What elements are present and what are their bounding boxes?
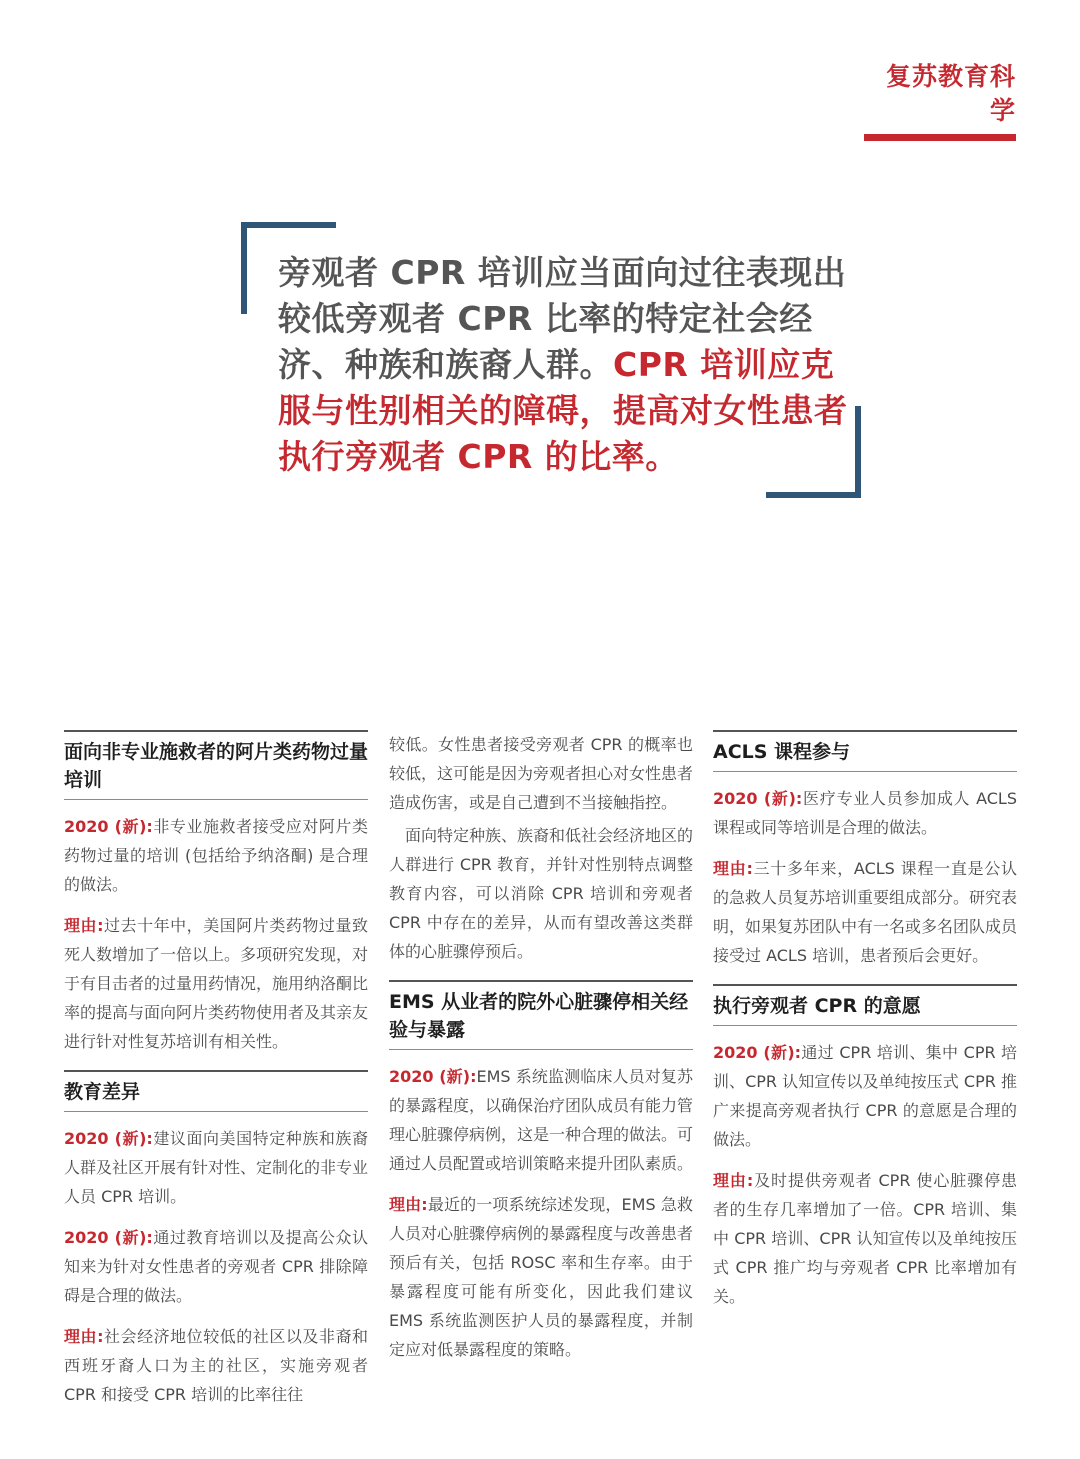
recommendation-text: 建议面向美国特定种族和族裔人群及社区开展有针对性、定制化的非专业人员 CPR 培训。 [64, 1129, 369, 1206]
section-title: ACLS 课程参与 [713, 730, 1017, 772]
recommendation-text: 非专业施救者接受应对阿片类药物过量的培训 (包括给予纳洛酮) 是合理的做法。 [64, 817, 368, 894]
recommendation-label: 2020 (新): [713, 789, 803, 808]
rationale-label: 理由: [64, 916, 104, 935]
recommendation [389, 1062, 693, 1178]
recommendation [64, 812, 368, 899]
rationale [713, 854, 1017, 970]
recommendation-label: 2020 (新): [713, 1043, 802, 1062]
section-education-disparity-continued [389, 730, 693, 966]
section-acls-participation [713, 730, 1017, 970]
section-title: 执行旁观者 CPR 的意愿 [713, 984, 1017, 1026]
rationale-text: 三十多年来，ACLS 课程一直是公认的急救人员复苏培训重要组成部分。研究表明，如果复苏团队中有一名或多名团队成员接受过 ACLS 培训，患者预后会更好。 [713, 859, 1018, 965]
recommendation [64, 1223, 368, 1310]
column-middle [389, 730, 693, 1378]
section-education-disparity [64, 1070, 368, 1409]
section-title: 教育差异 [64, 1070, 368, 1112]
rationale-text: 最近的一项系统综述发现，EMS 急救人员对心脏骤停病例的暴露程度与改善患者预后有关，包括 ROSC 率和生存率。由于暴露程度可能有所变化，因此我们建议 EMS 系统监测医护人员的暴露程度，并制定应对低暴露程度的策略。 [389, 1195, 694, 1359]
rationale [713, 1166, 1017, 1311]
section-title: EMS 从业者的院外心脏骤停相关经验与暴露 [389, 980, 693, 1050]
rationale-continued: 较低。女性患者接受旁观者 CPR 的概率也较低，这可能是因为旁观者担心对女性患者造成伤害，或是自己遭到不当接触指控。 [389, 735, 694, 812]
section-bystander-willingness [713, 984, 1017, 1311]
rationale-text: 社会经济地位较低的社区以及非裔和西班牙裔人口为主的社区，实施旁观者 CPR 和接受 CPR 培训的比率往往 [64, 1327, 368, 1404]
rationale [64, 1322, 368, 1409]
rationale-text: 过去十年中，美国阿片类药物过量致死人数增加了一倍以上。多项研究发现，对于有目击者的过量用药情况，施用纳洛酮比率的提高与面向阿片类药物使用者及其亲友进行针对性复苏培训有相关性。 [64, 916, 369, 1051]
recommendation [713, 784, 1017, 842]
section-ems-exposure [389, 980, 693, 1364]
recommendation-label: 2020 (新): [64, 817, 153, 836]
section-title: 面向非专业施救者的阿片类药物过量培训 [64, 730, 368, 800]
pull-quote-text: 旁观者 CPR 培训应当面向过往表现出较低旁观者 CPR 比率的特定社会经济、种族和族裔人群。 [278, 253, 847, 384]
rationale-label: 理由: [713, 859, 753, 878]
rationale [389, 1190, 693, 1364]
rationale-label: 理由: [389, 1195, 428, 1214]
recommendation [713, 1038, 1017, 1154]
pull-quote [278, 250, 848, 480]
recommendation-text: 通过教育培训以及提高公众认知来为针对女性患者的旁观者 CPR 排除障碍是合理的做法。 [64, 1228, 368, 1305]
rationale-paragraph: 面向特定种族、族裔和低社会经济地区的人群进行 CPR 教育，并针对性别特点调整教育内容，可以消除 CPR 培训和旁观者 CPR 中存在的差异，从而有望改善这类群体的心脏骤停预后。 [389, 826, 694, 961]
recommendation-text: 通过 CPR 培训、集中 CPR 培训、CPR 认知宣传以及单纯按压式 CPR 推广来提高旁观者执行 CPR 的意愿是合理的做法。 [713, 1043, 1017, 1149]
recommendation-text: EMS 系统监测临床人员对复苏的暴露程度，以确保治疗团队成员有能力管理心脏骤停病例，这是一种合理的做法。可通过人员配置或培训策略来提升团队素质。 [389, 1067, 694, 1173]
section-tag-underline [864, 134, 1016, 141]
recommendation-label: 2020 (新): [389, 1067, 477, 1086]
rationale [64, 911, 368, 1056]
pull-quote-highlight: CPR 培训应克服与性别相关的障碍，提高对女性患者执行旁观者 CPR 的比率。 [278, 345, 848, 476]
column-left [64, 730, 368, 1423]
recommendation-text: 医疗专业人员参加成人 ACLS 课程或同等培训是合理的做法。 [713, 789, 1017, 837]
rationale-label: 理由: [64, 1327, 104, 1346]
section-header [864, 60, 1016, 141]
recommendation-label: 2020 (新): [64, 1129, 153, 1148]
recommendation-label: 2020 (新): [64, 1228, 153, 1247]
section-tag-label: 复苏教育科学 [885, 62, 1016, 125]
recommendation [64, 1124, 368, 1211]
rationale-text: 及时提供旁观者 CPR 使心脏骤停患者的生存几率增加了一倍。CPR 培训、集中 CPR 培训、CPR 认知宣传以及单纯按压式 CPR 推广均与旁观者 CPR 比率增加有关。 [713, 1171, 1017, 1306]
column-right [713, 730, 1017, 1325]
rationale-label: 理由: [713, 1171, 754, 1190]
section-opioid-training [64, 730, 368, 1056]
